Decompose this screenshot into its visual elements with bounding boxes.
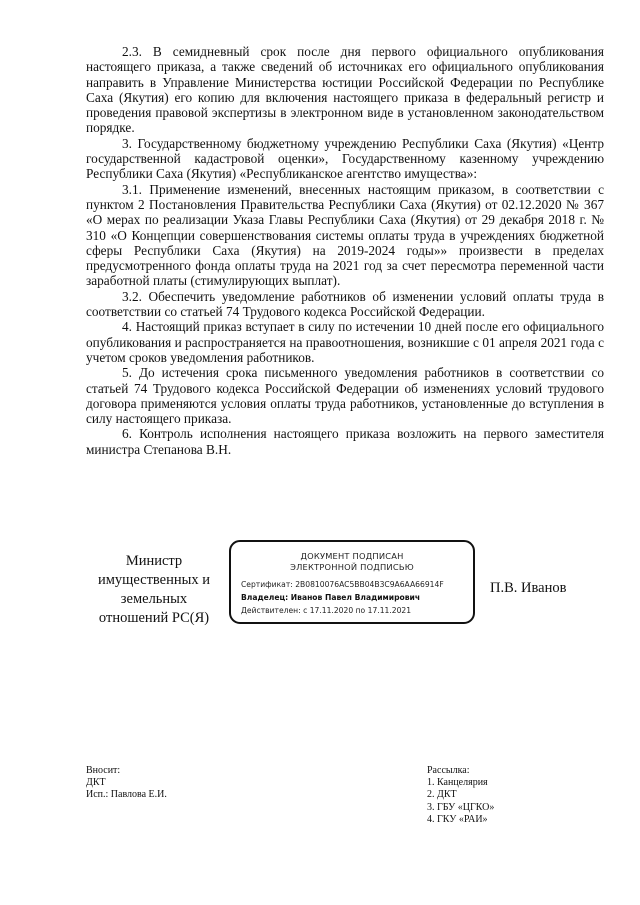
electronic-signature-stamp <box>229 540 475 624</box>
paragraph-6: 6. Контроль исполнения настоящего приказа возложить на первого заместителя министра Степанова В.Н. <box>86 426 604 457</box>
paragraph-3-2: 3.2. Обеспечить уведомление работников об изменении условий оплаты труда в соответствии со статьей 74 Трудового кодекса Российской Федерации. <box>86 288 604 320</box>
signer-name: П.В. Иванов <box>490 580 567 596</box>
paragraph-5: 5. До истечения срока письменного уведомления работников в соответствии со статьей 74 Трудового кодекса Российской Федерации об изменениях условий трудового договора применяются условия оплаты труда работников, установленные до вступления в силу настоящего приказа. <box>86 365 604 427</box>
stamp-validity: Действителен: с 17.11.2020 по 17.11.2021 <box>241 606 412 615</box>
distribution-label: Рассылка: <box>427 765 470 776</box>
official-title <box>84 552 224 628</box>
official-title-line: земельных <box>120 591 188 607</box>
paragraph-4: 4. Настоящий приказ вступает в силу по истечении 10 дней после его официального опубликования и распространяется на правоотношения, возникшие с 01 апреля 2021 года с учетом сроков уведомления работников. <box>86 319 604 365</box>
stamp-heading-line: ДОКУМЕНТ ПОДПИСАН <box>300 551 404 561</box>
official-title-line: Министр <box>125 553 183 569</box>
distribution-item: 2. ДКТ <box>427 789 457 801</box>
order-body-text <box>86 44 604 457</box>
submitted-department: ДКТ <box>86 777 106 789</box>
executor: Исп.: Павлова Е.И. <box>86 789 167 801</box>
stamp-certificate: Сертификат: 2B0810076AC5BB04B3C9A6AA66914F <box>241 580 444 589</box>
official-title-line: имущественных и <box>97 572 210 588</box>
submitted-label: Вносит: <box>86 765 121 776</box>
stamp-owner: Владелец: Иванов Павел Владимирович <box>241 593 421 602</box>
signature-block <box>0 536 640 656</box>
paragraph-3-1: 3.1. Применение изменений, внесенных настоящим приказом, в соответствии с пунктом 2 Постановления Правительства Республики Саха (Якутия) от 02.12.2020 № 367 «О мерах по реализации Указа Главы Республики Саха (Якутия) от 29 декабря 2018 г. № 310 «О Концепции совершенствования системы оплаты труда в учреждениях бюджетной сферы Республики Саха (Якутия) на 2019-2024 годы»» произвести в пределах предусмотренного фонда оплаты труда на 2021 год за счет пересмотра переменной части заработной платы (стимулирующих выплат). <box>86 181 604 289</box>
paragraph-3: 3. Государственному бюджетному учреждению Республики Саха (Якутия) «Центр государственной кадастровой оценки», Государственному казенному учреждению Республики Саха (Якутия) «Республиканское агентство имущества»: <box>86 135 604 182</box>
official-title-line: отношений РС(Я) <box>98 610 210 626</box>
distribution-item: 4. ГКУ «РАИ» <box>427 813 488 825</box>
stamp-heading-line: ЭЛЕКТРОННОЙ ПОДПИСЬЮ <box>290 561 414 572</box>
distribution-list <box>427 765 494 826</box>
distribution-item: 3. ГБУ «ЦГКО» <box>427 801 495 813</box>
paragraph-2-3: 2.3. В семидневный срок после дня первого официального опубликования настоящего приказа, а также сведений об источниках его официального опубликования направить в Управление Министерства юстиции Российской Федерации по Республике Саха (Якутия) его копию для включения настоящего приказа в федеральный регистр и проведения правовой экспертизы в электронном виде в установленном законодательством порядке. <box>86 44 604 136</box>
submitted-by-block <box>86 765 167 802</box>
stamp-heading <box>231 551 473 572</box>
distribution-item: 1. Канцелярия <box>427 777 488 789</box>
